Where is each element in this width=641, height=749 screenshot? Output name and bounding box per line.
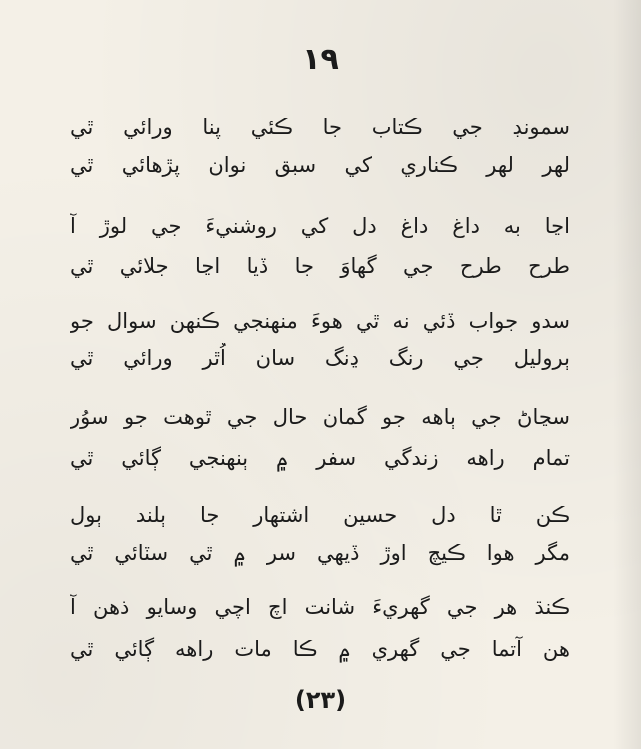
verse-line: طرح طرح جي گهاوَ جا ڏيا اڃا جلائي ٿي [70, 254, 570, 278]
verse-line: ٻروليل جي رنگ ڍنگ سان اُٿر ورائي ٿي [70, 346, 570, 370]
verse-line: سمونڊ جي ڪتاب جا ڪئي پنا ورائي ٿي [70, 115, 570, 139]
verse-line: هن آتما جي گهري ۾ ڪا مات راهه ڳائي ٿي [70, 637, 570, 661]
verse-line: سدو جواب ڏئي نه ٿي هوءَ منهنجي ڪنهن سوال جو [70, 309, 570, 333]
page-number: ١٩ [302, 42, 339, 77]
verse-line: ڪن ٿا دل حسين اشتهار جا ٻلند ٻول [70, 503, 570, 527]
footer-page-number: (٢٣) [294, 686, 347, 714]
verse-line: لهر لهر ڪناري کي سبق نوان پڙهائي ٿي [70, 153, 570, 177]
verse-line: سڃاڻ جي ٻاهه جو گمان حال جي ٿوهت جو سوُر [70, 405, 570, 429]
verse-line: اڃا به داغ داغ دل کي روشنيءَ جي لوڙ آ [70, 214, 570, 238]
verse-line: ڪنڌ هر جي گهريءَ شانت اچ اچي وسايو ذهن آ [70, 595, 570, 619]
verse-line: تمام راهه زندگي سفر ۾ ٻنهنجي ڳائي ٿي [70, 446, 570, 470]
verse-line: مگر هوا ڪيچ اوڙ ڏيهي سر ۾ ٿي سٽائي ٿي [70, 541, 570, 565]
page-edge-shadow [613, 0, 641, 749]
